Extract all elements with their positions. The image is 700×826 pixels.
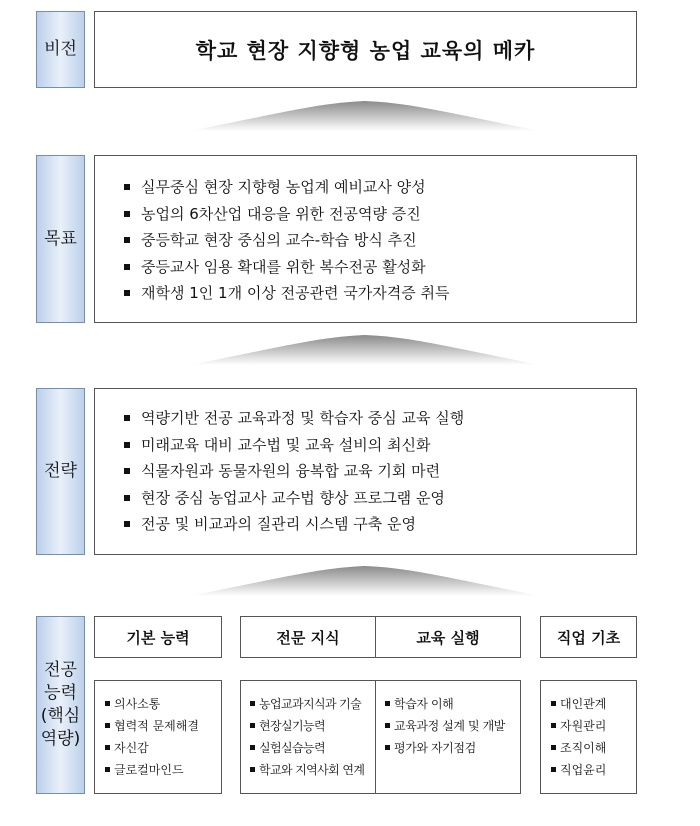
list-item: 대인관계: [551, 693, 606, 715]
competency-label: [36, 616, 85, 794]
list-item: 의사소통: [105, 693, 199, 715]
up-arrow-1: [190, 99, 540, 135]
strategy-label-text: 전략: [44, 461, 77, 482]
goal-box: [94, 155, 637, 323]
column-title: 교육 실행: [416, 628, 480, 647]
column-header-vocational: [540, 616, 637, 658]
strategy-item: 전공 및 비교과의 질관리 시스템 구축 운영: [121, 511, 464, 538]
column-body-expertise: [240, 680, 376, 794]
strategy-box: [94, 388, 637, 555]
column-header-basic: [94, 616, 222, 658]
list-item: 평가와 자기점검: [385, 737, 505, 759]
strategy-item: 미래교육 대비 교수법 및 교육 설비의 최신화: [121, 432, 464, 459]
column-title: 전문 지식: [276, 628, 340, 647]
goal-label-text: 목표: [44, 228, 77, 249]
column-title: 직업 기초: [556, 628, 621, 647]
goal-label: [36, 155, 85, 323]
vision-box: [94, 11, 637, 88]
list-item: 현장실기능력: [250, 715, 364, 737]
column-body-vocational: [540, 680, 637, 794]
vision-label: [36, 11, 85, 88]
column-list: [385, 693, 505, 759]
column-header-expertise: [240, 616, 376, 658]
vision-label-text: 비전: [44, 39, 77, 60]
column-header-teaching: [375, 616, 521, 658]
up-arrow-2: [190, 333, 540, 369]
goal-item: 중등학교 현장 중심의 교수-학습 방식 추진: [121, 227, 450, 254]
column-list: [105, 693, 199, 781]
column-body-basic: [94, 680, 222, 794]
list-item: 실험실습능력: [250, 737, 364, 759]
strategy-label: [36, 388, 85, 555]
column-list: [551, 693, 606, 781]
up-arrow-3: [190, 564, 540, 600]
vision-statement: 학교 현장 지향형 농업 교육의 메카: [195, 38, 536, 63]
goal-item: 중등교사 임용 확대를 위한 복수전공 활성화: [121, 254, 450, 281]
list-item: 글로컬마인드: [105, 759, 199, 781]
list-item: 학습자 이해: [385, 693, 505, 715]
list-item: 자원관리: [551, 715, 606, 737]
column-title: 기본 능력: [126, 628, 190, 647]
goal-list: [121, 174, 450, 307]
column-list: [250, 693, 364, 781]
strategy-item: 현장 중심 농업교사 교수법 향상 프로그램 운영: [121, 485, 464, 512]
list-item: 교육과정 설계 및 개발: [385, 715, 505, 737]
list-item: 조직이해: [551, 737, 606, 759]
strategy-list: [121, 405, 464, 538]
list-item: 농업교과지식과 기술: [250, 693, 364, 715]
list-item: 학교와 지역사회 연계: [250, 759, 364, 781]
list-item: 협력적 문제해결: [105, 715, 199, 737]
column-body-teaching: [375, 680, 521, 794]
goal-item: 농업의 6차산업 대응을 위한 전공역량 증진: [121, 201, 450, 228]
list-item: 자신감: [105, 737, 199, 759]
strategy-item: 역량기반 전공 교육과정 및 학습자 중심 교육 실행: [121, 405, 464, 432]
list-item: 직업윤리: [551, 759, 606, 781]
strategy-item: 식물자원과 동물자원의 융복합 교육 기회 마련: [121, 458, 464, 485]
goal-item: 실무중심 현장 지향형 농업계 예비교사 양성: [121, 174, 450, 201]
competency-label-text: 전공능력(핵심역량): [40, 660, 81, 749]
goal-item: 재학생 1인 1개 이상 전공관련 국가자격증 취득: [121, 280, 450, 307]
